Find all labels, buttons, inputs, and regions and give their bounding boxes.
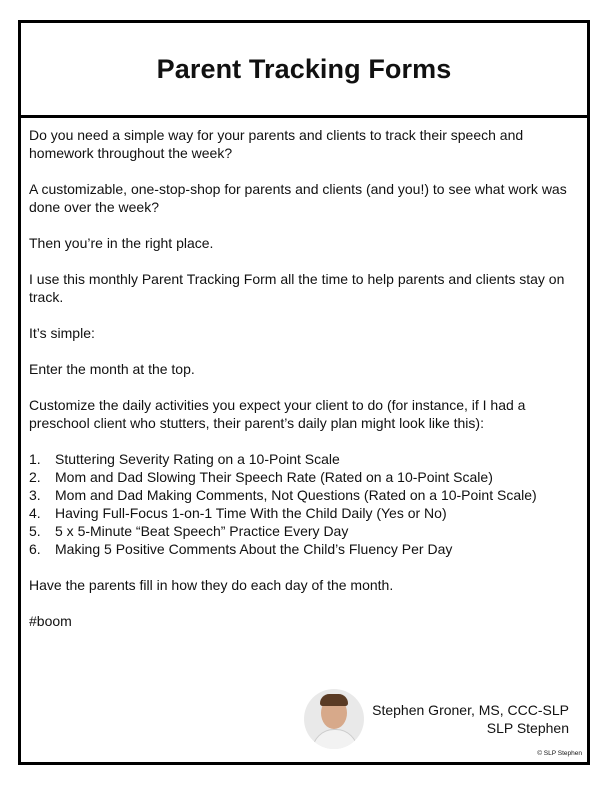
simple-paragraph: It’s simple:: [29, 325, 95, 341]
list-text: Making 5 Positive Comments About the Child’s Fluency Per Day: [55, 541, 453, 557]
list-item: [29, 450, 579, 468]
avatar: [304, 689, 364, 749]
brand-name: SLP Stephen: [486, 720, 569, 736]
avatar-hair: [320, 694, 348, 706]
customizable-paragraph: A customizable, one-stop-shop for parents and clients (and you!) to see what work was done over the week?: [29, 181, 567, 215]
list-number: 2.: [29, 469, 41, 485]
list-text: 5 x 5-Minute “Beat Speech” Practice Every Day: [55, 523, 349, 539]
list-text: Having Full-Focus 1-on-1 Time With the Child Daily (Yes or No): [55, 505, 447, 521]
list-item: [29, 468, 579, 486]
avatar-shirt: [312, 729, 358, 749]
fill-in-paragraph: Have the parents fill in how they do each day of the month.: [29, 577, 394, 593]
body-content: [21, 118, 587, 630]
activity-list: [29, 450, 579, 558]
author-signature: [304, 689, 569, 749]
list-text: Stuttering Severity Rating on a 10-Point Scale: [55, 451, 340, 467]
intro-paragraph: Do you need a simple way for your parents and clients to track their speech and homework throughout the week?: [29, 127, 524, 161]
list-number: 4.: [29, 505, 41, 521]
right-place-paragraph: Then you’re in the right place.: [29, 235, 214, 251]
enter-month-paragraph: Enter the month at the top.: [29, 361, 195, 377]
page-title: Parent Tracking Forms: [156, 53, 452, 84]
list-text: Mom and Dad Making Comments, Not Questions (Rated on a 10-Point Scale): [55, 487, 537, 503]
hashtag: #boom: [29, 613, 72, 629]
list-item: [29, 522, 579, 540]
copyright-notice: © SLP Stephen: [537, 750, 582, 757]
list-number: 6.: [29, 541, 41, 557]
list-number: 3.: [29, 487, 41, 503]
list-number: 1.: [29, 451, 41, 467]
page-frame: [18, 20, 590, 765]
title-header: [21, 23, 587, 118]
monthly-paragraph: I use this monthly Parent Tracking Form all the time to help parents and clients stay on track.: [29, 271, 565, 305]
customize-paragraph: Customize the daily activities you expect your client to do (for instance, if I had a preschool client who stutters, their parent’s daily plan might look like this):: [29, 397, 526, 431]
list-number: 5.: [29, 523, 41, 539]
list-item: [29, 540, 579, 558]
signature-text: [372, 701, 569, 737]
list-text: Mom and Dad Slowing Their Speech Rate (Rated on a 10-Point Scale): [55, 469, 493, 485]
author-name: Stephen Groner, MS, CCC-SLP: [372, 702, 569, 718]
list-item: [29, 486, 579, 504]
list-item: [29, 504, 579, 522]
